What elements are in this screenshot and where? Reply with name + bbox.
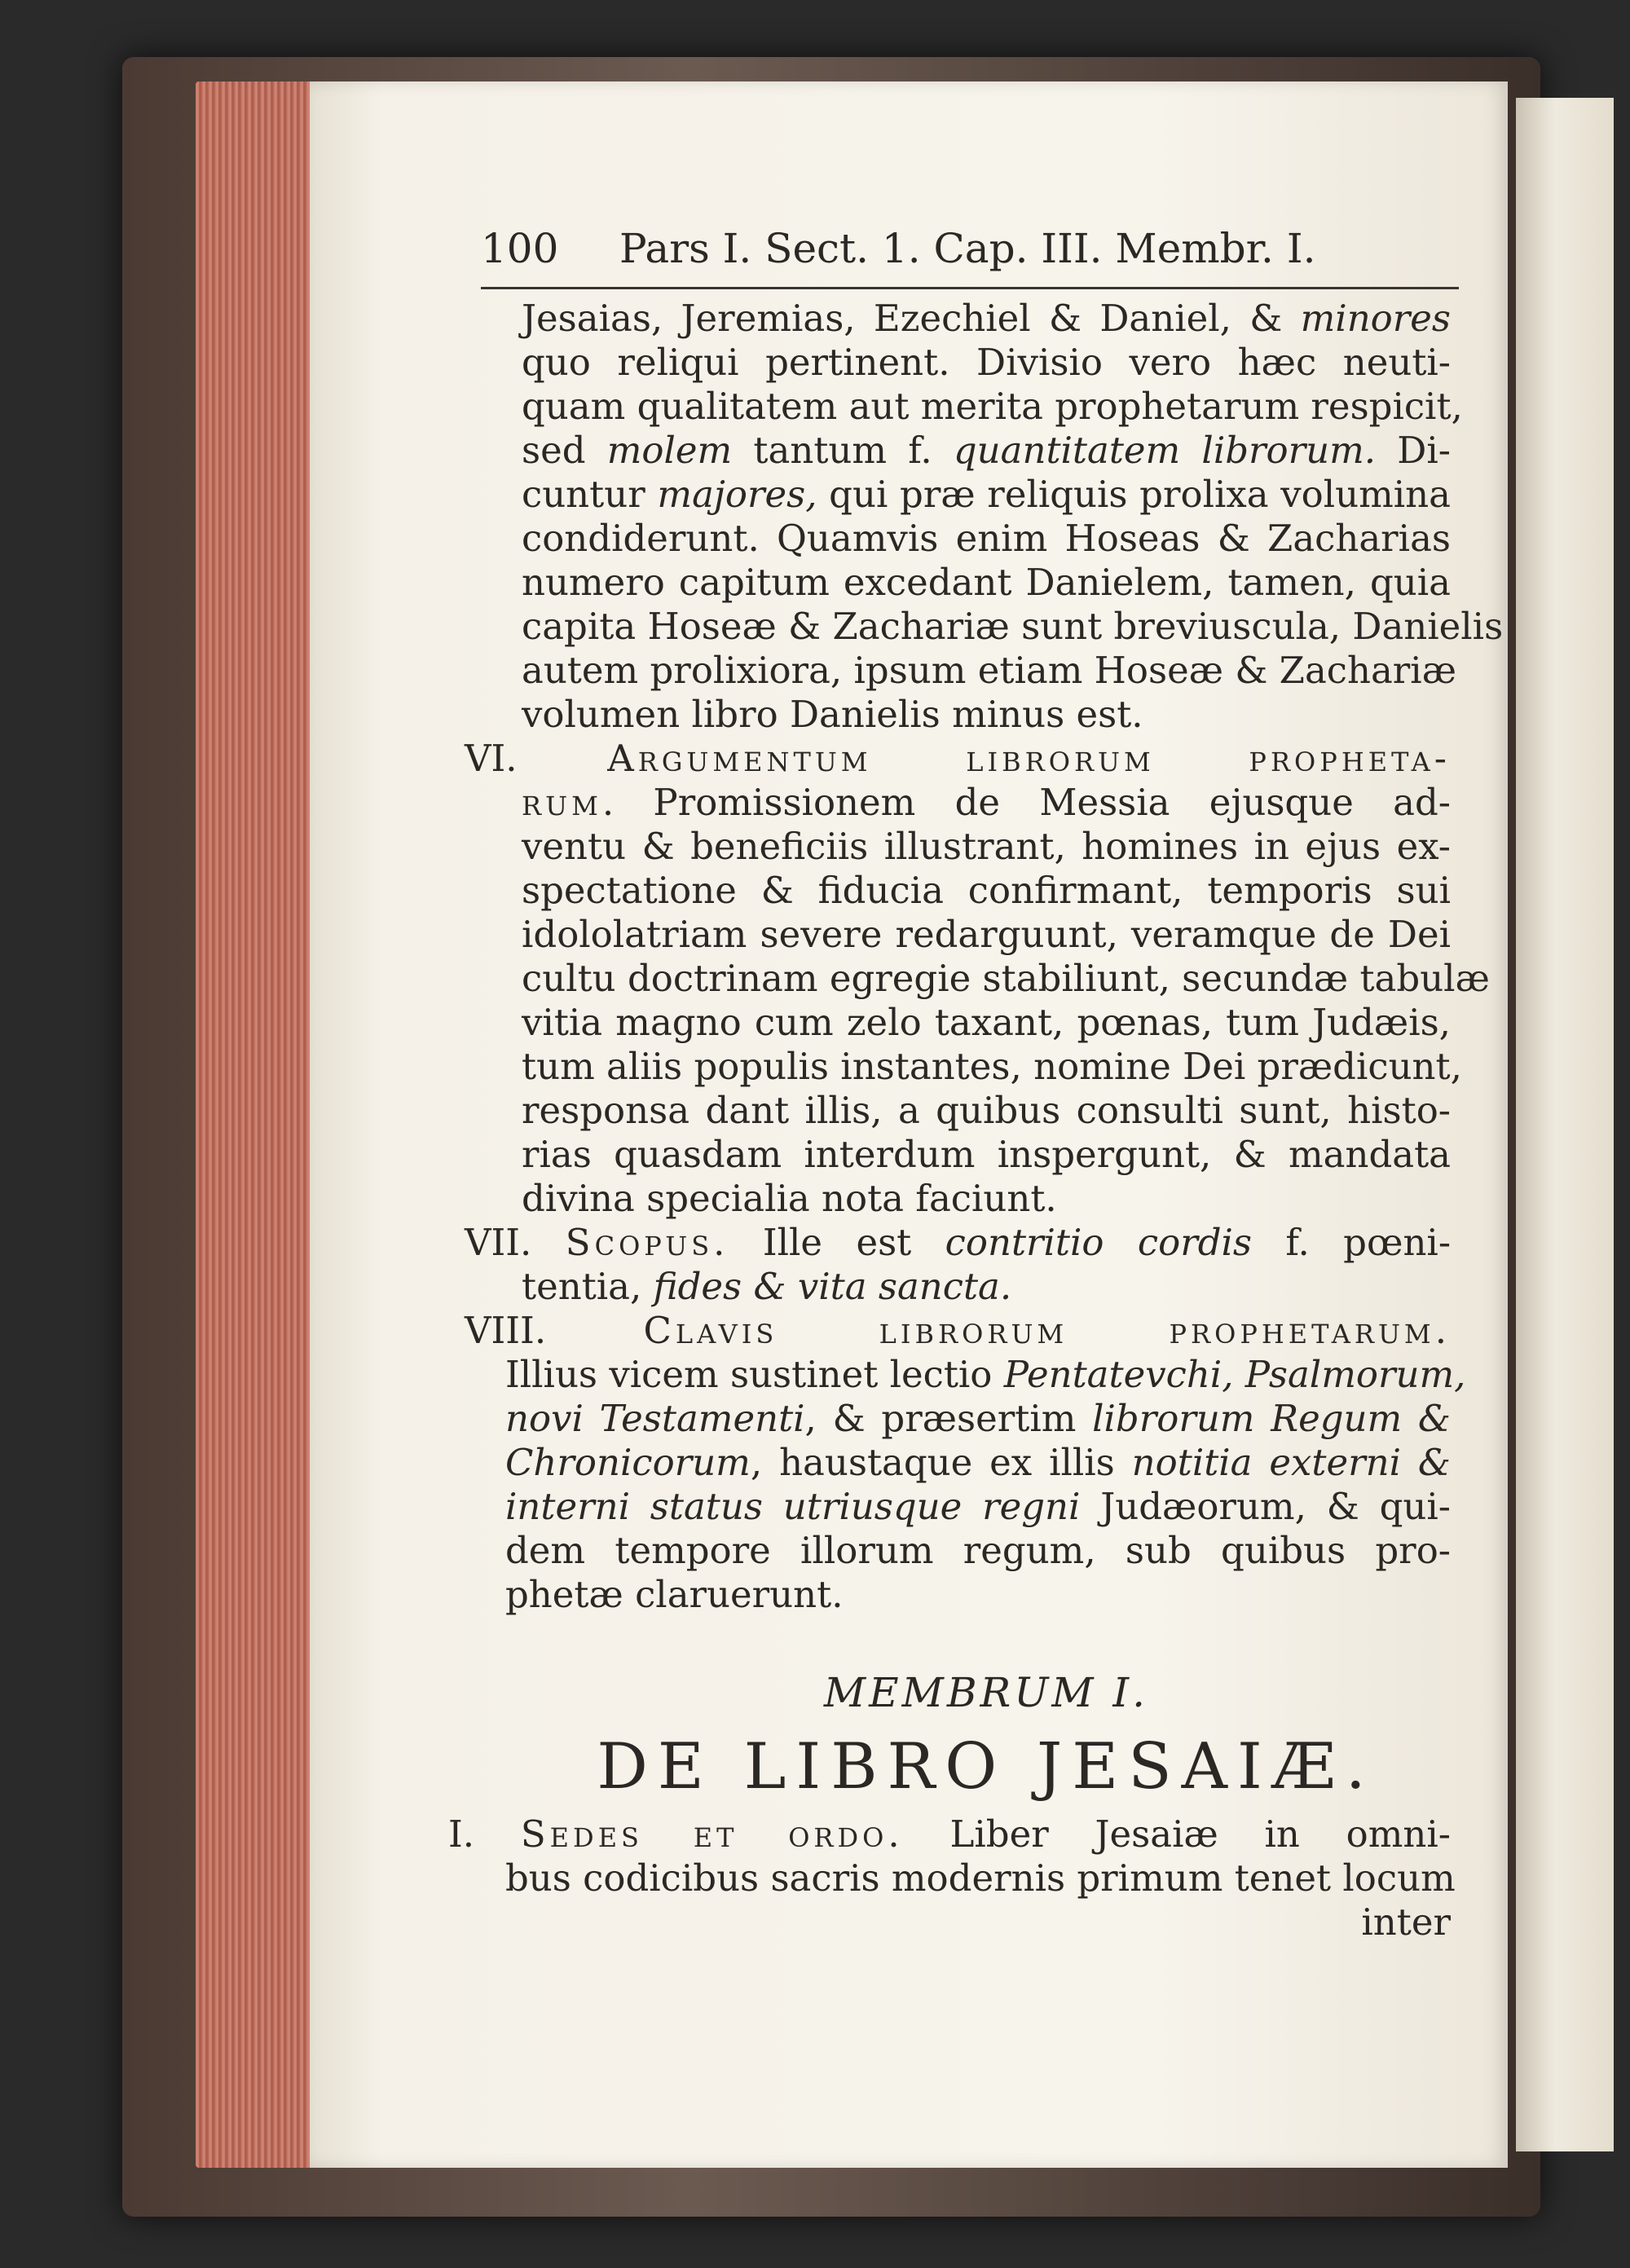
text-line: cultu doctrinam egregie stabiliunt, secundæ tabulæ [522,957,1490,1000]
text-line: rias quasdam interdum inspergunt, & mandata [522,1133,1451,1176]
running-title: Pars I. Sect. 1. Cap. III. Membr. I. [619,225,1316,272]
chapter-title: DE LIBRO JESAIÆ. [597,1730,1376,1803]
facing-page-edge [1516,98,1614,2151]
text-line: vitia magno cum zelo taxant, pœnas, tum Judæis, [522,1001,1451,1044]
text-line: capita Hoseæ & Zachariæ sunt breviuscula, Danielis [522,605,1504,648]
text-line: dem tempore illorum regum, sub quibus pro- [505,1529,1451,1572]
text-line: Jesaias, Jeremias, Ezechiel & Daniel, & minores [522,297,1451,340]
header-rule [481,287,1459,289]
membrum-label: MEMBRUM I. [823,1669,1149,1716]
text-line: tum aliis populis instantes, nomine Dei prædicunt, [522,1045,1462,1088]
section-vii-heading: VII. Scopus. Ille est contritio cordis f. pœni- [465,1221,1452,1264]
section-viii-heading: VIII. Clavis librorum prophetarum. [465,1309,1451,1352]
text-line: condiderunt. Quamvis enim Hoseas & Zacharias [522,517,1451,560]
text-line: Illius vicem sustinet lectio Pentatevchi, Psalmorum, [505,1353,1466,1396]
text-line: cuntur majores, qui præ reliquis prolixa volumina [522,473,1451,516]
text-line: autem prolixiora, ipsum etiam Hoseæ & Zachariæ [522,649,1456,692]
catchword: inter [1361,1900,1451,1944]
page-edges [196,81,314,2168]
running-header [481,220,1475,277]
book-page [310,81,1508,2168]
text-line: divina specialia nota faciunt. [522,1177,1057,1220]
text-line: Chronicorum, haustaque ex illis notitia externi & [505,1441,1451,1484]
text-line: volumen libro Danielis minus est. [522,693,1143,736]
text-line: interni status utriusque regni Judæorum, & qui- [505,1485,1451,1528]
text-line: novi Testamenti, & præsertim librorum Regum & [505,1397,1451,1440]
text-line: responsa dant illis, a quibus consulti sunt, histo- [522,1089,1451,1132]
body-text [448,297,1504,1944]
text-line: quam qualitatem aut merita prophetarum respicit, [522,385,1463,428]
text-line: phetæ claruerunt. [505,1573,844,1616]
text-line: bus codicibus sacris modernis primum tenet locum [505,1856,1456,1900]
text-line: tentia, fides & vita sancta. [522,1265,1012,1308]
page-number: 100 [481,225,559,272]
text-line: spectatione & fiducia confirmant, temporis sui [522,869,1451,912]
text-line: rum. Promissionem de Messia ejusque ad- [522,781,1451,824]
text-line: idololatriam severe redarguunt, veramque de Dei [522,913,1451,956]
text-line: ventu & beneficiis illustrant, homines in ejus ex- [522,825,1451,868]
text-line: quo reliqui pertinent. Divisio vero hæc neuti- [522,341,1451,384]
section-vi-heading: VI. Argumentum librorum propheta- [465,737,1451,780]
text-line: numero capitum excedant Danielem, tamen, quia [522,561,1451,604]
text-line: sed molem tantum f. quantitatem librorum. Di- [522,429,1451,472]
section-i-heading: I. Sedes et ordo. Liber Jesaiæ in omni- [448,1812,1451,1856]
